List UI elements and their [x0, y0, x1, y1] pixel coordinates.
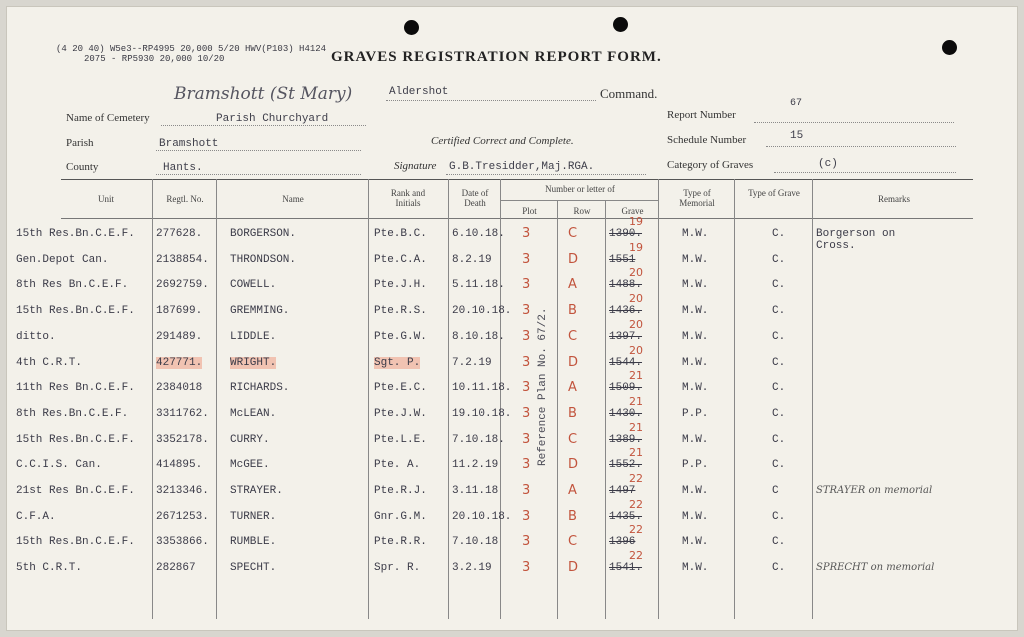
cell-remark: STRAYER on memorial: [816, 485, 933, 496]
parish-value: Bramshott: [159, 138, 219, 150]
cell-row: A: [568, 380, 577, 396]
parish-label: Parish: [66, 137, 94, 149]
cell-grave-new: 20: [629, 317, 643, 331]
cell-memorial: M.W.: [682, 253, 709, 266]
cell-plot: 3: [522, 508, 531, 524]
signature-value: G.B.Tresidder,Maj.RGA.: [449, 161, 595, 173]
cell-plot: 3: [522, 483, 531, 498]
cell-rank: Sgt. P.: [374, 356, 421, 369]
cell-name: RUMBLE.: [230, 536, 277, 549]
cell-date: 19.10.18.: [452, 407, 512, 420]
cell-plot: 3: [522, 303, 531, 319]
form-title: GRAVES REGISTRATION REPORT FORM.: [331, 49, 662, 65]
cell-rank: Pte.R.S.: [374, 305, 427, 318]
cell-unit: 8th Res Bn.C.E.F.: [16, 279, 129, 292]
cell-grave-old: 1436.: [609, 305, 643, 318]
cell-name: THRONDSON.: [230, 253, 297, 266]
cell-row: D: [568, 457, 579, 473]
cell-type: C.: [772, 330, 786, 343]
cell-remark: SPRECHT on memorial: [816, 562, 935, 574]
cell-unit: ditto.: [16, 330, 56, 343]
cell-type: C.: [772, 382, 786, 395]
cell-grave-new: 19: [629, 240, 643, 254]
punch-hole: [613, 17, 628, 32]
col-type-grave: Type of Grave: [748, 188, 800, 198]
cell-regtl: 277628.: [156, 228, 203, 240]
cell-unit: 15th Res.Bn.C.E.F.: [16, 536, 135, 549]
cell-unit: 15th Res.Bn.C.E.F.: [16, 433, 135, 446]
cell-memorial: M.W.: [682, 485, 709, 497]
cell-memorial: M.W.: [682, 330, 709, 343]
cell-memorial: M.W.: [682, 382, 709, 395]
cell-grave-new: 21: [629, 369, 643, 383]
cell-unit: 11th Res Bn.C.E.F.: [16, 382, 135, 395]
cell-date: 3.11.18: [452, 485, 499, 497]
cell-name: TURNER.: [230, 510, 277, 523]
cell-date: 7.10.18.: [452, 433, 505, 446]
cell-name: LIDDLE.: [230, 330, 277, 343]
cell-grave-old: 1389.: [609, 433, 643, 446]
cell-regtl: 2138854.: [156, 253, 209, 266]
cell-row: D: [568, 560, 579, 576]
cell-regtl: 2671253.: [156, 510, 209, 523]
cemetery-type: Parish Churchyard: [216, 113, 329, 125]
cell-row: A: [568, 277, 577, 293]
county-value: Hants.: [163, 162, 203, 174]
cell-name: COWELL.: [230, 279, 277, 292]
col-memorial: Type of Memorial: [679, 188, 715, 208]
col-plot: Plot: [522, 206, 537, 216]
cell-grave-old: 1541.: [609, 562, 643, 575]
cell-plot: 3: [522, 431, 531, 447]
cell-memorial: M.W.: [682, 279, 709, 292]
cell-name: SPECHT.: [230, 562, 277, 575]
cell-grave-new: 20: [629, 292, 643, 306]
cell-memorial: P.P.: [682, 459, 709, 472]
cell-memorial: M.W.: [682, 356, 709, 369]
cell-grave-new: 21: [629, 394, 643, 408]
cell-regtl: 3213346.: [156, 485, 209, 497]
cell-rank: Pte.R.J.: [374, 485, 427, 497]
cell-regtl: 291489.: [156, 330, 203, 343]
cell-grave-new: 22: [629, 497, 643, 511]
cell-type: C.: [772, 253, 786, 266]
cell-rank: Pte. A.: [374, 459, 421, 472]
cell-name: BORGERSON.: [230, 228, 297, 240]
cell-regtl: 187699.: [156, 305, 203, 318]
cell-rank: Spr. R.: [374, 562, 421, 575]
col-number-group: Number or letter of: [545, 184, 615, 194]
cell-memorial: M.W.: [682, 510, 709, 523]
certified-statement: Certified Correct and Complete.: [431, 135, 574, 147]
cell-type: C.: [772, 433, 786, 446]
cemetery-name-handwritten: Bramshott (St Mary): [174, 84, 353, 104]
cell-date: 7.2.19: [452, 356, 492, 369]
cell-regtl: 3352178.: [156, 433, 209, 446]
cell-plot: 3: [522, 277, 531, 293]
cell-type: C.: [772, 562, 786, 575]
punch-hole: [942, 40, 957, 55]
report-number: 67: [790, 98, 803, 109]
cell-grave-new: 22: [629, 523, 643, 537]
cell-memorial: P.P.: [682, 407, 709, 420]
cell-date: 5.11.18.: [452, 279, 505, 292]
command-label: Command.: [600, 86, 658, 101]
schedule-number-label: Schedule Number: [667, 134, 747, 146]
cell-regtl: 3311762.: [156, 407, 209, 420]
cell-type: C.: [772, 407, 786, 420]
cell-regtl: 3353866.: [156, 536, 209, 549]
cell-row: C: [568, 226, 578, 241]
cell-regtl: 2384018: [156, 382, 203, 395]
cell-row: C: [568, 431, 578, 447]
cell-grave-old: 1430.: [609, 407, 643, 420]
cell-date: 8.10.18.: [452, 330, 505, 343]
cell-unit: C.F.A.: [16, 510, 56, 523]
cell-name: McGEE.: [230, 459, 270, 472]
category-label: Category of Graves: [667, 159, 754, 171]
cell-rank: Pte.L.E.: [374, 433, 427, 446]
cell-row: B: [568, 508, 577, 524]
cell-grave-new: 20: [629, 266, 643, 280]
cell-date: 11.2.19: [452, 459, 499, 472]
cell-unit: Gen.Depot Can.: [16, 253, 109, 266]
cell-rank: Pte.B.C.: [374, 228, 427, 240]
col-regtl-no: Regtl. No.: [166, 194, 204, 204]
cell-grave-new: 22: [629, 472, 643, 485]
cell-grave-new: 21: [629, 446, 643, 460]
cell-plot: 3: [522, 560, 531, 576]
cell-memorial: M.W.: [682, 305, 709, 318]
cell-memorial: M.W.: [682, 433, 709, 446]
cell-row: B: [568, 303, 577, 319]
cell-grave-new: 22: [629, 549, 643, 563]
cell-plot: 3: [522, 457, 531, 473]
cell-regtl: 2692759.: [156, 279, 209, 292]
col-grave: Grave: [621, 206, 644, 216]
cell-name: WRIGHT.: [230, 356, 277, 369]
cell-unit: 4th C.R.T.: [16, 356, 83, 369]
cell-unit: C.C.I.S. Can.: [16, 459, 102, 472]
table-top-rule: [61, 179, 973, 180]
cell-type: C.: [772, 228, 786, 240]
reference-plan-note: Reference Plan No. 67/2.: [537, 307, 549, 466]
cell-grave-old: 1397.: [609, 330, 643, 343]
cell-type: C.: [772, 510, 786, 523]
cell-regtl: 414895.: [156, 459, 203, 472]
cell-row: C: [568, 328, 578, 344]
name-of-cemetery-label: Name of Cemetery: [66, 112, 150, 124]
cell-grave-new: 21: [629, 420, 643, 434]
cell-plot: 3: [522, 251, 531, 267]
category-value: (c): [818, 158, 838, 170]
cell-rank: Pte.J.H.: [374, 279, 427, 292]
cell-type: C.: [772, 279, 786, 292]
col-name: Name: [282, 194, 304, 204]
table-header-rule: [61, 218, 973, 219]
col-rank: Rank and Initials: [390, 188, 426, 208]
cell-plot: 3: [522, 226, 531, 241]
cell-unit: 15th Res.Bn.C.E.F.: [16, 305, 135, 318]
cell-grave-old: 1544.: [609, 356, 643, 369]
cell-date: 20.10.18.: [452, 510, 512, 523]
cell-plot: 3: [522, 405, 531, 421]
cell-date: 3.2.19: [452, 562, 492, 575]
cell-name: RICHARDS.: [230, 382, 290, 395]
cell-rank: Gnr.G.M.: [374, 510, 427, 523]
cell-rank: Pte.C.A.: [374, 253, 427, 266]
cell-date: 7.10.18: [452, 536, 499, 549]
signature-label: Signature: [394, 160, 437, 172]
cell-type: C.: [772, 305, 786, 318]
cell-type: C.: [772, 536, 786, 549]
col-unit: Unit: [97, 194, 114, 204]
cell-regtl: 427771.: [156, 356, 203, 369]
cell-name: CURRY.: [230, 433, 270, 446]
cell-rank: Pte.E.C.: [374, 382, 427, 395]
cell-unit: 15th Res.Bn.C.E.F.: [16, 228, 135, 240]
cell-memorial: M.W.: [682, 228, 709, 240]
cell-type: C.: [772, 459, 786, 472]
report-form-sheet: [6, 6, 1018, 631]
cell-grave-new: 20: [629, 343, 643, 357]
cell-plot: 3: [522, 328, 531, 344]
punch-hole: [404, 20, 419, 35]
cell-date: 8.2.19: [452, 253, 492, 266]
cell-name: GREMMING.: [230, 305, 290, 318]
print-codes-line-2: 2075 - RP5930 20,000 10/20: [84, 54, 225, 64]
cell-remark: Borgerson on Cross.: [816, 228, 896, 252]
cell-plot: 3: [522, 534, 531, 550]
cell-name: STRAYER.: [230, 485, 283, 497]
cell-grave-new: 19: [629, 215, 643, 228]
col-date: Date of Death: [461, 188, 489, 208]
cell-date: 6.10.18.: [452, 228, 505, 240]
cell-memorial: M.W.: [682, 536, 709, 549]
cell-type: C.: [772, 356, 786, 369]
cell-grave-old: 1435.: [609, 510, 643, 523]
cell-unit: 5th C.R.T.: [16, 562, 83, 575]
cell-grave-old: 1396: [609, 536, 636, 549]
cell-row: A: [568, 483, 577, 498]
cell-unit: 21st Res Bn.C.E.F.: [16, 485, 135, 497]
cell-row: D: [568, 251, 579, 267]
cell-plot: 3: [522, 354, 531, 370]
cell-date: 10.11.18.: [452, 382, 512, 395]
cell-row: D: [568, 354, 579, 370]
cell-rank: Pte.J.W.: [374, 407, 427, 420]
cell-grave-old: 1552.: [609, 459, 643, 472]
command-value: Aldershot: [389, 86, 449, 98]
cell-row: C: [568, 534, 578, 550]
county-label: County: [66, 161, 99, 173]
cell-grave-old: 1497: [609, 485, 636, 497]
cell-grave-old: 1390.: [609, 228, 643, 240]
schedule-number: 15: [790, 130, 804, 142]
cell-plot: 3: [522, 380, 531, 396]
cell-date: 20.10.18.: [452, 305, 512, 318]
cell-regtl: 282867: [156, 562, 196, 575]
cell-unit: 8th Res.Bn.C.E.F.: [16, 407, 129, 420]
cell-rank: Pte.G.W.: [374, 330, 427, 343]
cell-row: B: [568, 405, 577, 421]
cell-grave-old: 1488.: [609, 279, 643, 292]
cell-grave-old: 1551: [609, 253, 636, 266]
cell-rank: Pte.R.R.: [374, 536, 427, 549]
cell-type: C: [772, 485, 779, 497]
col-remarks: Remarks: [878, 194, 910, 204]
col-row: Row: [573, 206, 591, 216]
report-number-label: Report Number: [667, 109, 736, 121]
cell-name: McLEAN.: [230, 407, 277, 420]
cell-grave-old: 1509.: [609, 382, 643, 395]
cell-memorial: M.W.: [682, 562, 709, 575]
print-codes-line-1: (4 20 40) W5e3--RP4995 20,000 5/20 HWV(P103) H4124: [56, 44, 327, 54]
